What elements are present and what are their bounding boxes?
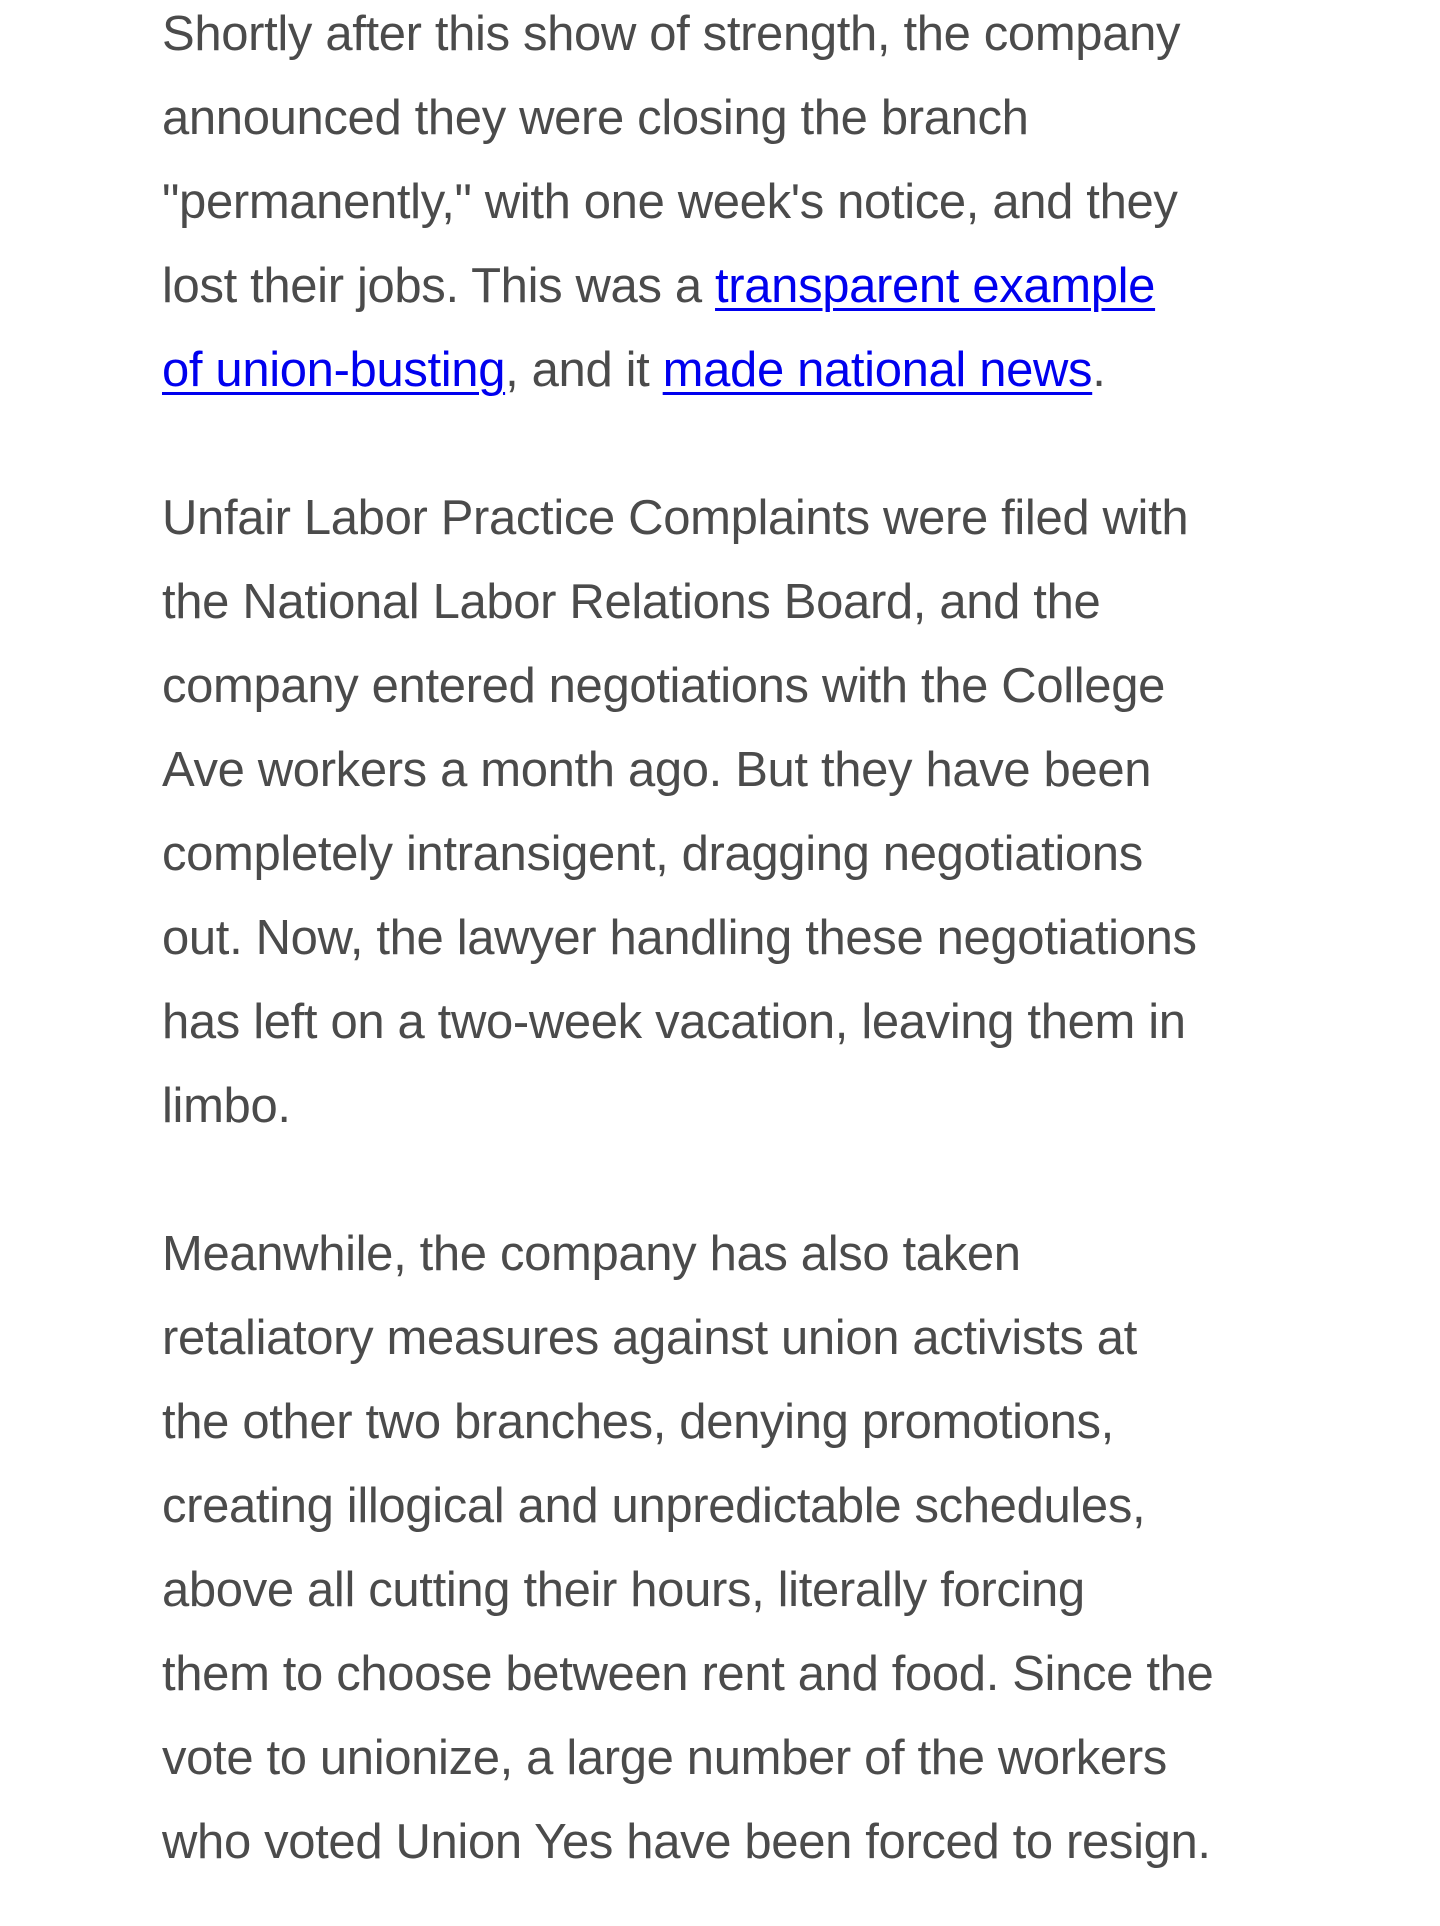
text-line [162,1064,1322,1148]
text-line [162,560,1322,644]
text-run: Unfair Labor Practice Complaints were filed with [162,491,1189,545]
text-line [162,812,1322,896]
text-line [162,328,1322,412]
text-line [162,644,1322,728]
text-run: the National Labor Relations Board, and the [162,575,1101,629]
text-line [162,1464,1322,1548]
inline-link[interactable]: transparent example [715,259,1156,313]
text-run: Shortly after this show of strength, the company [162,7,1181,61]
inline-link[interactable]: made national news [662,343,1093,397]
text-line [162,980,1322,1064]
text-line [162,0,1322,76]
text-run: "permanently," with one week's notice, and they [162,175,1178,229]
text-run: the other two branches, denying promotions, [162,1395,1114,1449]
text-run: lost their jobs. This was a [162,259,716,313]
article-paragraph [162,0,1322,412]
text-line [162,1800,1322,1884]
text-line [162,1380,1322,1464]
article-paragraph [162,476,1322,1148]
text-line [162,728,1322,812]
text-run: above all cutting their hours, literally forcing [162,1563,1085,1617]
text-run: limbo. [162,1079,291,1133]
text-line [162,1632,1322,1716]
text-run: vote to unionize, a large number of the workers [162,1731,1167,1785]
text-line [162,1716,1322,1800]
text-line [162,1548,1322,1632]
text-run: completely intransigent, dragging negotiations [162,827,1143,881]
text-line [162,476,1322,560]
text-run: out. Now, the lawyer handling these negotiations [162,911,1197,965]
article-paragraph [162,1212,1322,1884]
text-run: Meanwhile, the company has also taken [162,1227,1021,1281]
text-run: Ave workers a month ago. But they have been [162,743,1152,797]
text-line [162,1212,1322,1296]
article-body [162,0,1322,1884]
text-run: , and it [505,343,663,397]
text-line [162,244,1322,328]
inline-link[interactable]: of union-busting [162,343,506,397]
text-run: creating illogical and unpredictable schedules, [162,1479,1146,1533]
text-line [162,160,1322,244]
text-run: them to choose between rent and food. Since the [162,1647,1214,1701]
text-run: retaliatory measures against union activists at [162,1311,1137,1365]
text-line [162,896,1322,980]
text-run: company entered negotiations with the College [162,659,1166,713]
text-run: has left on a two-week vacation, leaving them in [162,995,1186,1049]
text-line [162,1296,1322,1380]
text-run: . [1092,343,1106,397]
text-run: announced they were closing the branch [162,91,1029,145]
text-run: who voted Union Yes have been forced to resign. [162,1815,1211,1869]
text-line [162,76,1322,160]
